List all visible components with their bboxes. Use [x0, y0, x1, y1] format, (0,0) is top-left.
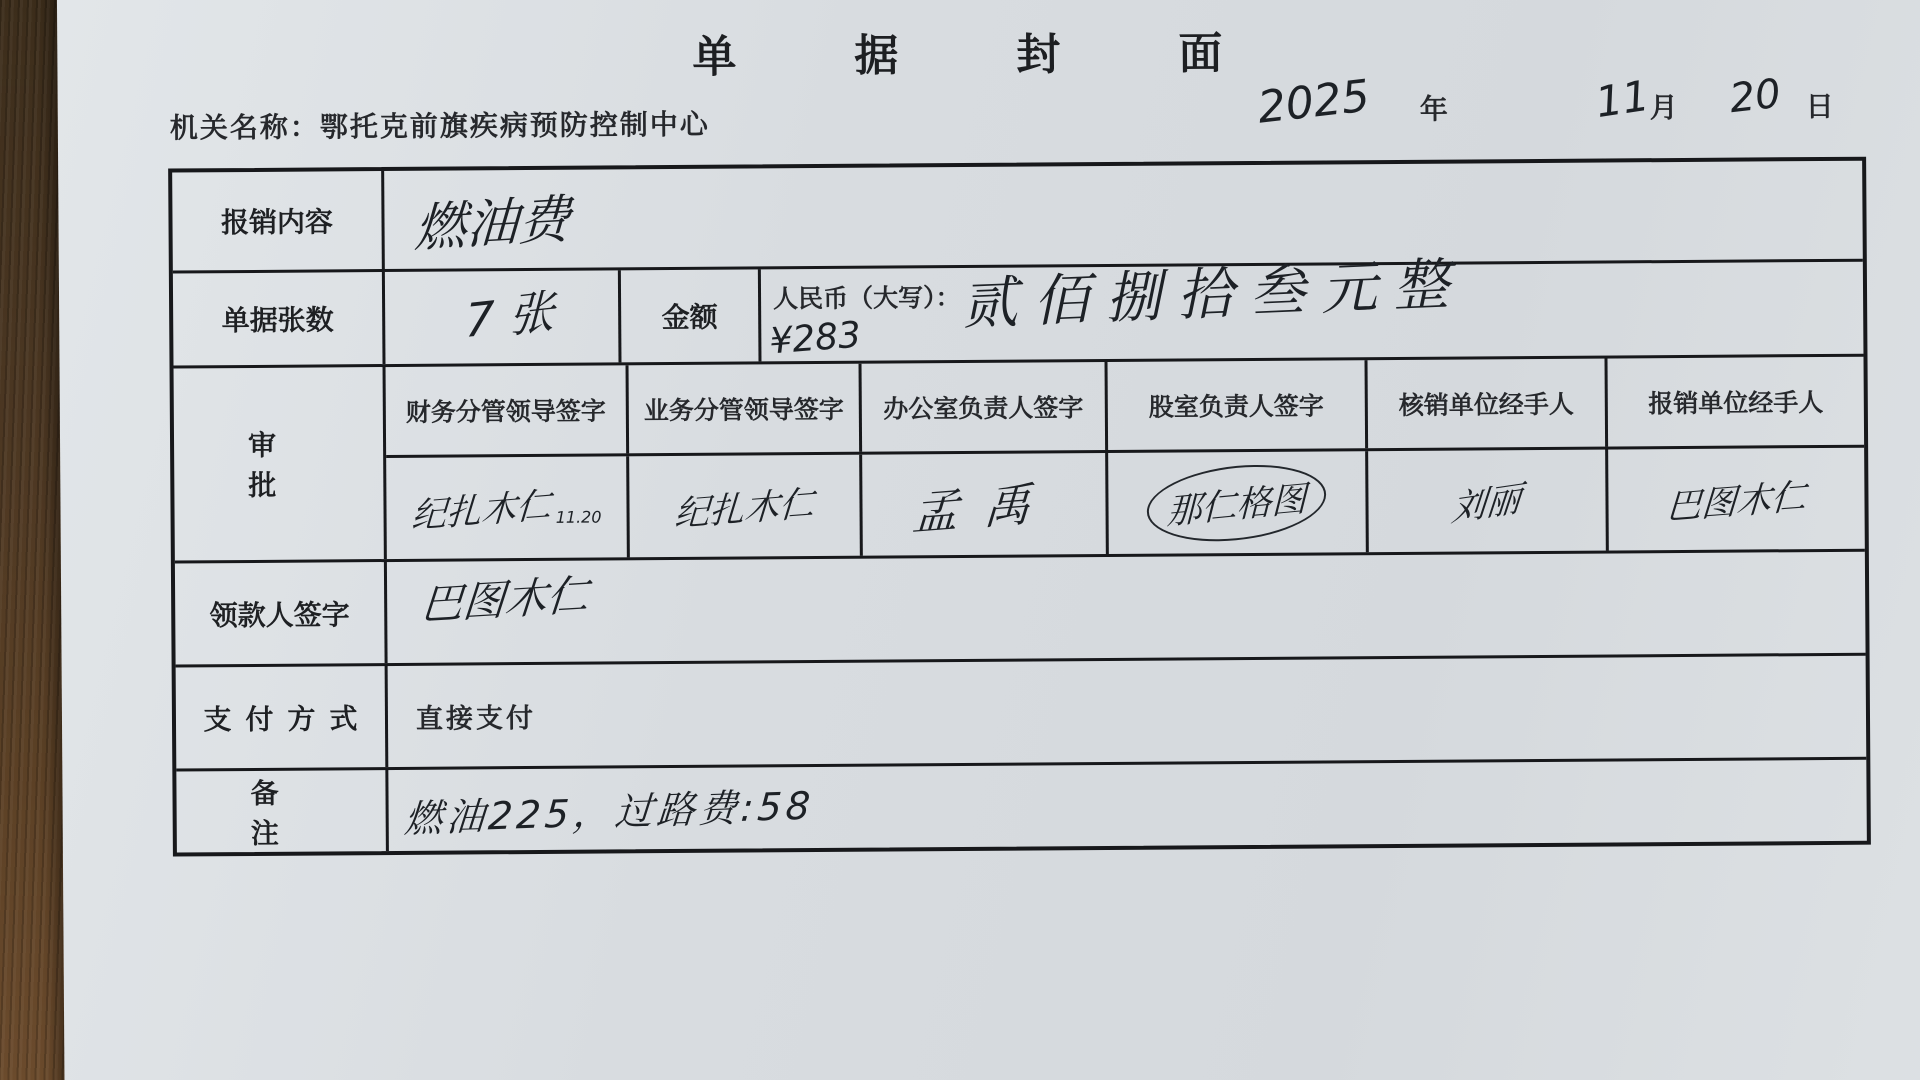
payee-value-cell	[387, 552, 1866, 663]
approval-header-row	[386, 357, 1865, 458]
org-name-line	[170, 103, 710, 147]
year-unit-label: 年	[1419, 93, 1448, 125]
document-title: 单据封面	[692, 28, 1341, 82]
month-unit-label: 月	[1649, 92, 1678, 124]
amount-value-cell	[761, 251, 1864, 363]
approval-signature-row	[386, 448, 1865, 559]
signature-cell-verifier	[1368, 449, 1609, 552]
handwritten-count-value: 7 张	[464, 283, 556, 349]
handwritten-signature-verifier: 刘丽	[1450, 478, 1524, 530]
handwritten-signature-office: 孟禹	[910, 474, 1058, 541]
row-payment	[176, 656, 1867, 772]
org-name-label: 机关名称：	[169, 111, 320, 144]
row-payee	[175, 552, 1866, 668]
handwritten-amount-words: 贰佰捌拾叁元整	[960, 251, 1467, 338]
payment-value-cell	[388, 656, 1867, 767]
remark-value-cell	[388, 760, 1867, 851]
count-label: 单据张数	[173, 272, 386, 365]
row-count-amount	[173, 251, 1864, 369]
handwritten-signature-section: 那仁格图	[1147, 457, 1327, 548]
approval-header-office: 办公室负责人签字	[862, 362, 1109, 452]
signature-cell-handler	[1608, 448, 1865, 551]
content-label: 报销内容	[172, 171, 385, 270]
approval-header-business: 业务分管领导签字	[629, 364, 863, 454]
paper-sheet	[57, 0, 1920, 1080]
payment-method-value: 直接支付	[415, 702, 537, 734]
approval-header-finance: 财务分管领导签字	[386, 365, 630, 455]
signature-cell-office	[862, 453, 1109, 556]
signature-cell-section	[1108, 451, 1369, 554]
handwritten-content-value: 燃油费	[412, 189, 572, 259]
count-value-cell	[385, 270, 622, 364]
row-content	[172, 161, 1863, 274]
cover-sheet-table	[168, 157, 1871, 857]
payee-label: 领款人签字	[175, 562, 388, 664]
signature-cell-business	[629, 455, 863, 558]
approval-header-verifier: 核销单位经手人	[1368, 359, 1609, 449]
row-remark	[176, 760, 1867, 853]
handwritten-signature-handler: 巴图木仁	[1665, 476, 1808, 528]
approval-header-section: 股室负责人签字	[1108, 360, 1369, 450]
handwritten-day: 20	[1727, 70, 1783, 123]
org-name-value: 鄂托克前旗疾病预防控制中心	[319, 108, 710, 143]
row-approval	[174, 357, 1865, 564]
amount-label: 金额	[621, 269, 762, 362]
handwritten-signature-finance: 纪扎木仁	[410, 485, 553, 537]
approval-header-handler: 报销单位经手人	[1648, 388, 1824, 419]
handwritten-signature-business: 纪扎木仁	[673, 483, 816, 535]
handwritten-signature-date: 11.20	[555, 507, 602, 527]
handwritten-month: 11	[1592, 70, 1653, 128]
handwritten-payee-signature: 巴图木仁	[419, 569, 591, 629]
payment-label: 支付方式	[176, 666, 389, 768]
handwritten-amount-digits: ¥283	[767, 314, 863, 363]
approval-columns	[386, 357, 1865, 559]
content-value-cell	[384, 161, 1863, 269]
approval-label: 审批	[174, 367, 387, 560]
date-line	[1255, 70, 1918, 137]
currency-caps-label: 人民币（大写）：	[772, 284, 961, 314]
handwritten-remark: 燃油225，过路费:58	[402, 783, 816, 842]
day-unit-label: 日	[1805, 90, 1834, 123]
remark-label: 备注	[176, 770, 389, 852]
handwritten-year: 2025	[1255, 70, 1373, 134]
signature-cell-finance	[386, 456, 630, 559]
